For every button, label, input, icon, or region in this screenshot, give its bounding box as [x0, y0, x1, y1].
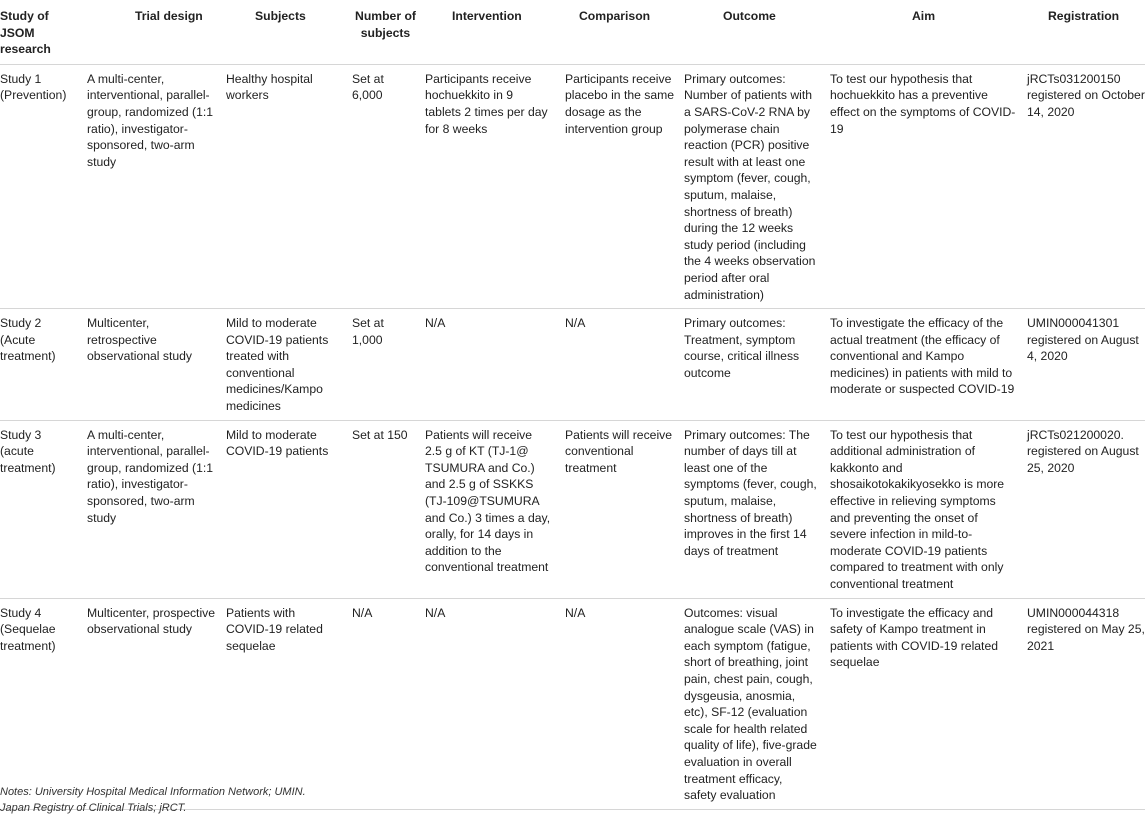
header-intervention: Intervention: [425, 0, 565, 64]
cell-aim: To investigate the efficacy and safety of Kampo treatment in patients with COVID-19 related sequelae: [830, 598, 1027, 809]
cell-number: Set at 6,000: [352, 64, 425, 308]
cell-number: Set at 150: [352, 420, 425, 598]
header-aim: Aim: [830, 0, 1027, 64]
cell-comparison: N/A: [565, 309, 684, 421]
cell-registration: jRCTs031200150 registered on October 14, 2020: [1027, 64, 1145, 308]
cell-aim: To test our hypothesis that hochuekkito has a preventive effect on the symptoms of COVID-19: [830, 64, 1027, 308]
cell-outcome: Outcomes: visual analogue scale (VAS) in each symptom (fatigue, short of breathing, joint pain, chest pain, cough, dysgeusia, anosmia, etc), SF-12 (evaluation scale for health related quality of life), five-grade evaluation in overall treatment efficacy, safety evaluation: [684, 598, 830, 809]
header-registration: Registration: [1027, 0, 1145, 64]
table-notes: [0, 785, 306, 816]
header-outcome: Outcome: [684, 0, 830, 64]
cell-aim: To investigate the efficacy of the actual treatment (the efficacy of conventional and Kampo medicines) in patients with mild to moderate or suspected COVID-19: [830, 309, 1027, 421]
header-trial-design: Trial design: [87, 0, 226, 64]
notes-line-umin: Notes: University Hospital Medical Information Network; UMIN.: [0, 785, 306, 801]
header-row: [0, 0, 1145, 64]
table-row: [0, 64, 1145, 308]
cell-comparison: Patients will receive conventional treatment: [565, 420, 684, 598]
table-row: [0, 598, 1145, 809]
header-subjects: Subjects: [226, 0, 352, 64]
cell-subjects: Mild to moderate COVID-19 patients: [226, 420, 352, 598]
cell-study: Study 3 (acute treatment): [0, 420, 87, 598]
cell-subjects: Healthy hospital workers: [226, 64, 352, 308]
cell-outcome: Primary outcomes: The number of days till at least one of the symptoms (fever, cough, sputum, malaise, shortness of breath) improves in the first 14 days of treatment: [684, 420, 830, 598]
cell-subjects: Patients with COVID-19 related sequelae: [226, 598, 352, 809]
notes-line-jrct: Japan Registry of Clinical Trials; jRCT.: [0, 801, 306, 816]
cell-number: N/A: [352, 598, 425, 809]
cell-trial-design: Multicenter, retrospective observational study: [87, 309, 226, 421]
table-body: [0, 64, 1145, 809]
table-row: [0, 420, 1145, 598]
cell-registration: UMIN000041301 registered on August 4, 2020: [1027, 309, 1145, 421]
header-study: Study of JSOM research: [0, 0, 87, 64]
cell-aim: To test our hypothesis that additional administration of kakkonto and shosaikotokakikyosekko is more effective in relieving symptoms and preventing the onset of severe infection in mild-to-moderate COVID-19 patients compared to treatment with only conventional treatment: [830, 420, 1027, 598]
table-header: [0, 0, 1145, 64]
cell-comparison: Participants receive placebo in the same dosage as the intervention group: [565, 64, 684, 308]
cell-intervention: Patients will receive 2.5 g of KT (TJ-1@ TSUMURA and Co.) and 2.5 g of SSKKS (TJ-109@TSUMURA and Co.) 3 times a day, orally, for 14 days in addition to the conventional treatment: [425, 420, 565, 598]
cell-intervention: N/A: [425, 598, 565, 809]
cell-intervention: N/A: [425, 309, 565, 421]
cell-number: Set at 1,000: [352, 309, 425, 421]
cell-subjects: Mild to moderate COVID-19 patients treated with conventional medicines/Kampo medicines: [226, 309, 352, 421]
cell-study: Study 1 (Prevention): [0, 64, 87, 308]
cell-trial-design: A multi-center, interventional, parallel-group, randomized (1:1 ratio), investigator-sponsored, two-arm study: [87, 64, 226, 308]
header-number: Number of subjects: [352, 0, 425, 64]
cell-study: Study 4 (Sequelae treatment): [0, 598, 87, 809]
cell-intervention: Participants receive hochuekkito in 9 tablets 2 times per day for 8 weeks: [425, 64, 565, 308]
header-comparison: Comparison: [565, 0, 684, 64]
cell-comparison: N/A: [565, 598, 684, 809]
table-row: [0, 309, 1145, 421]
cell-outcome: Primary outcomes: Number of patients with a SARS-CoV-2 RNA by polymerase chain reaction (PCR) positive result with at least one symptom (fever, cough, sputum, malaise, shortness of breath) during the 12 weeks study period (including the 4 weeks observation period after oral administration): [684, 64, 830, 308]
cell-trial-design: A multi-center, interventional, parallel-group, randomized (1:1 ratio), investigator-sponsored, two-arm study: [87, 420, 226, 598]
cell-trial-design: Multicenter, prospective observational study: [87, 598, 226, 809]
cell-registration: UMIN000044318 registered on May 25, 2021: [1027, 598, 1145, 809]
cell-registration: jRCTs021200020. registered on August 25, 2020: [1027, 420, 1145, 598]
cell-outcome: Primary outcomes: Treatment, symptom course, critical illness outcome: [684, 309, 830, 421]
cell-study: Study 2 (Acute treatment): [0, 309, 87, 421]
